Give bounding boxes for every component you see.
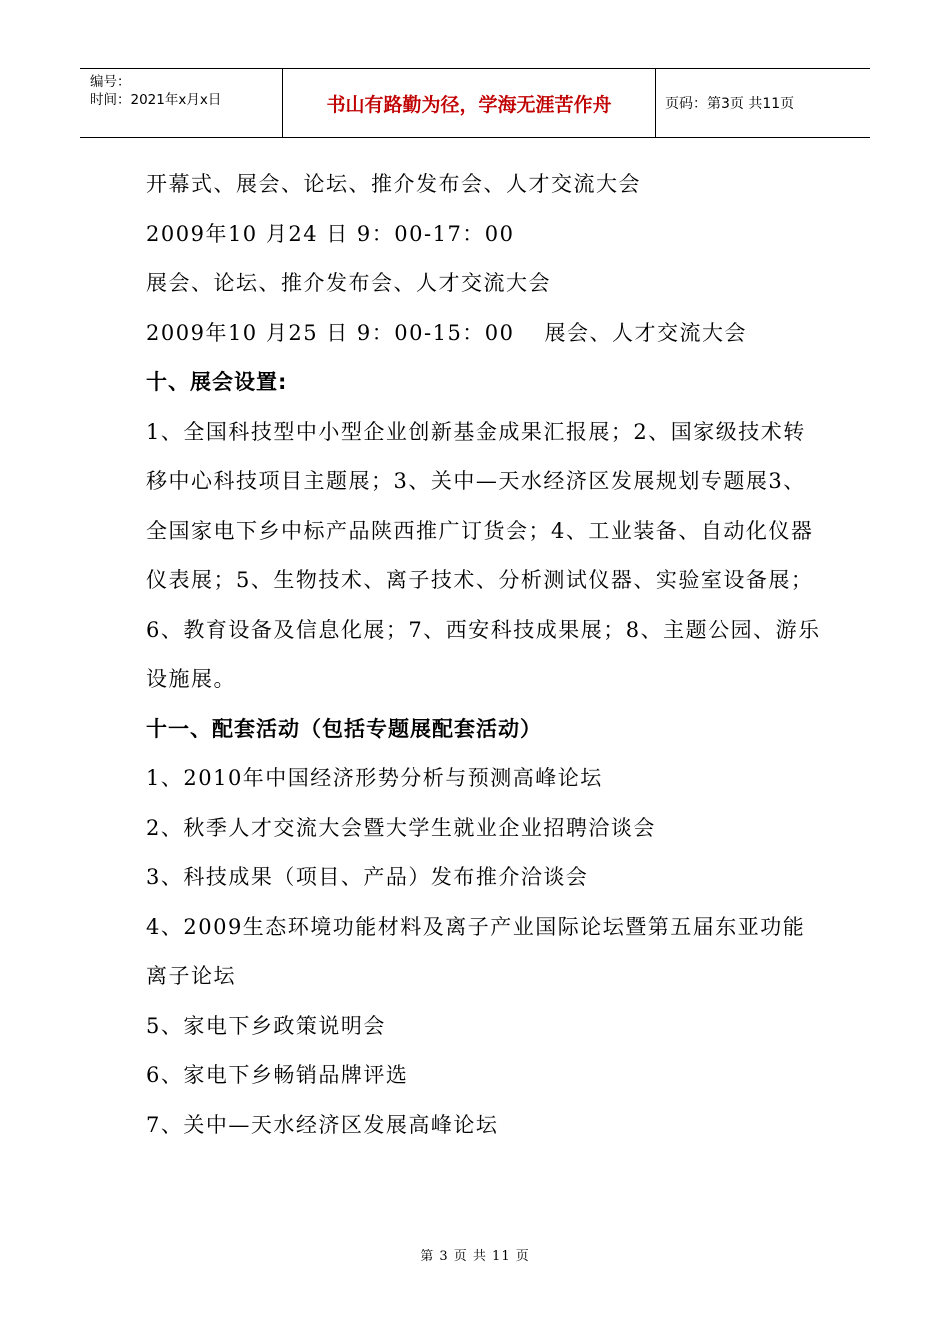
date-label: 时间：2021年x月x日 bbox=[90, 92, 222, 108]
activity-item: 2、秋季人才交流大会暨大学生就业企业招聘洽谈会 bbox=[146, 815, 656, 840]
motto: 书山有路勤为径，学海无涯苦作舟 bbox=[282, 69, 656, 137]
section-10-title: 十、展会设置: bbox=[146, 370, 288, 394]
number-label: 编号： bbox=[90, 74, 131, 90]
activity-item: 6、家电下乡畅销品牌评选 bbox=[146, 1063, 409, 1087]
activity-item: 7、关中—天水经济区发展高峰论坛 bbox=[146, 1112, 499, 1137]
page-info: 页码：第3页 共11页 bbox=[665, 96, 795, 112]
activity-item: 4、2009生态环境功能材料及离子产业国际论坛暨第五届东亚功能离子论坛 bbox=[146, 914, 806, 988]
section-10-paragraph: 1、全国科技型中小型企业创新基金成果汇报展；2、国家级技术转移中心科技项目主题展；3、关中—天水经济区发展规划专题展3、全国家电下乡中标产品陕西推广订货会；4、工业装备、自动化仪器仪表展；5、生物技术、离子技术、分析测试仪器、实验室设备展；6、教育设备及信息化展；7、西安科技成果展；8、主题公园、游乐设施展。 bbox=[146, 419, 821, 691]
schedule-date-oct25: 2009年10 月25 日 9：00-15：00 bbox=[146, 320, 515, 345]
page-header bbox=[80, 68, 870, 138]
section-11-title: 十一、配套活动（包括专题展配套活动） bbox=[146, 716, 542, 741]
activity-item: 3、科技成果（项目、产品）发布推介洽谈会 bbox=[146, 865, 589, 889]
page-footer: 第 3 页 共 11 页 bbox=[420, 1249, 530, 1264]
schedule-line-4 bbox=[146, 309, 826, 359]
schedule-line-2: 2009年10 月24 日 9：00-17：00 bbox=[146, 221, 515, 246]
schedule-line-3: 展会、论坛、推介发布会、人才交流大会 bbox=[146, 271, 551, 295]
activity-item: 1、2010年中国经济形势分析与预测高峰论坛 bbox=[146, 766, 603, 790]
schedule-events-oct25: 展会、人才交流大会 bbox=[544, 320, 748, 345]
schedule-line-1: 开幕式、展会、论坛、推介发布会、人才交流大会 bbox=[146, 172, 641, 196]
activity-item: 5、家电下乡政策说明会 bbox=[146, 1013, 386, 1038]
header-meta-cell bbox=[80, 69, 282, 137]
document-body bbox=[146, 160, 826, 1150]
